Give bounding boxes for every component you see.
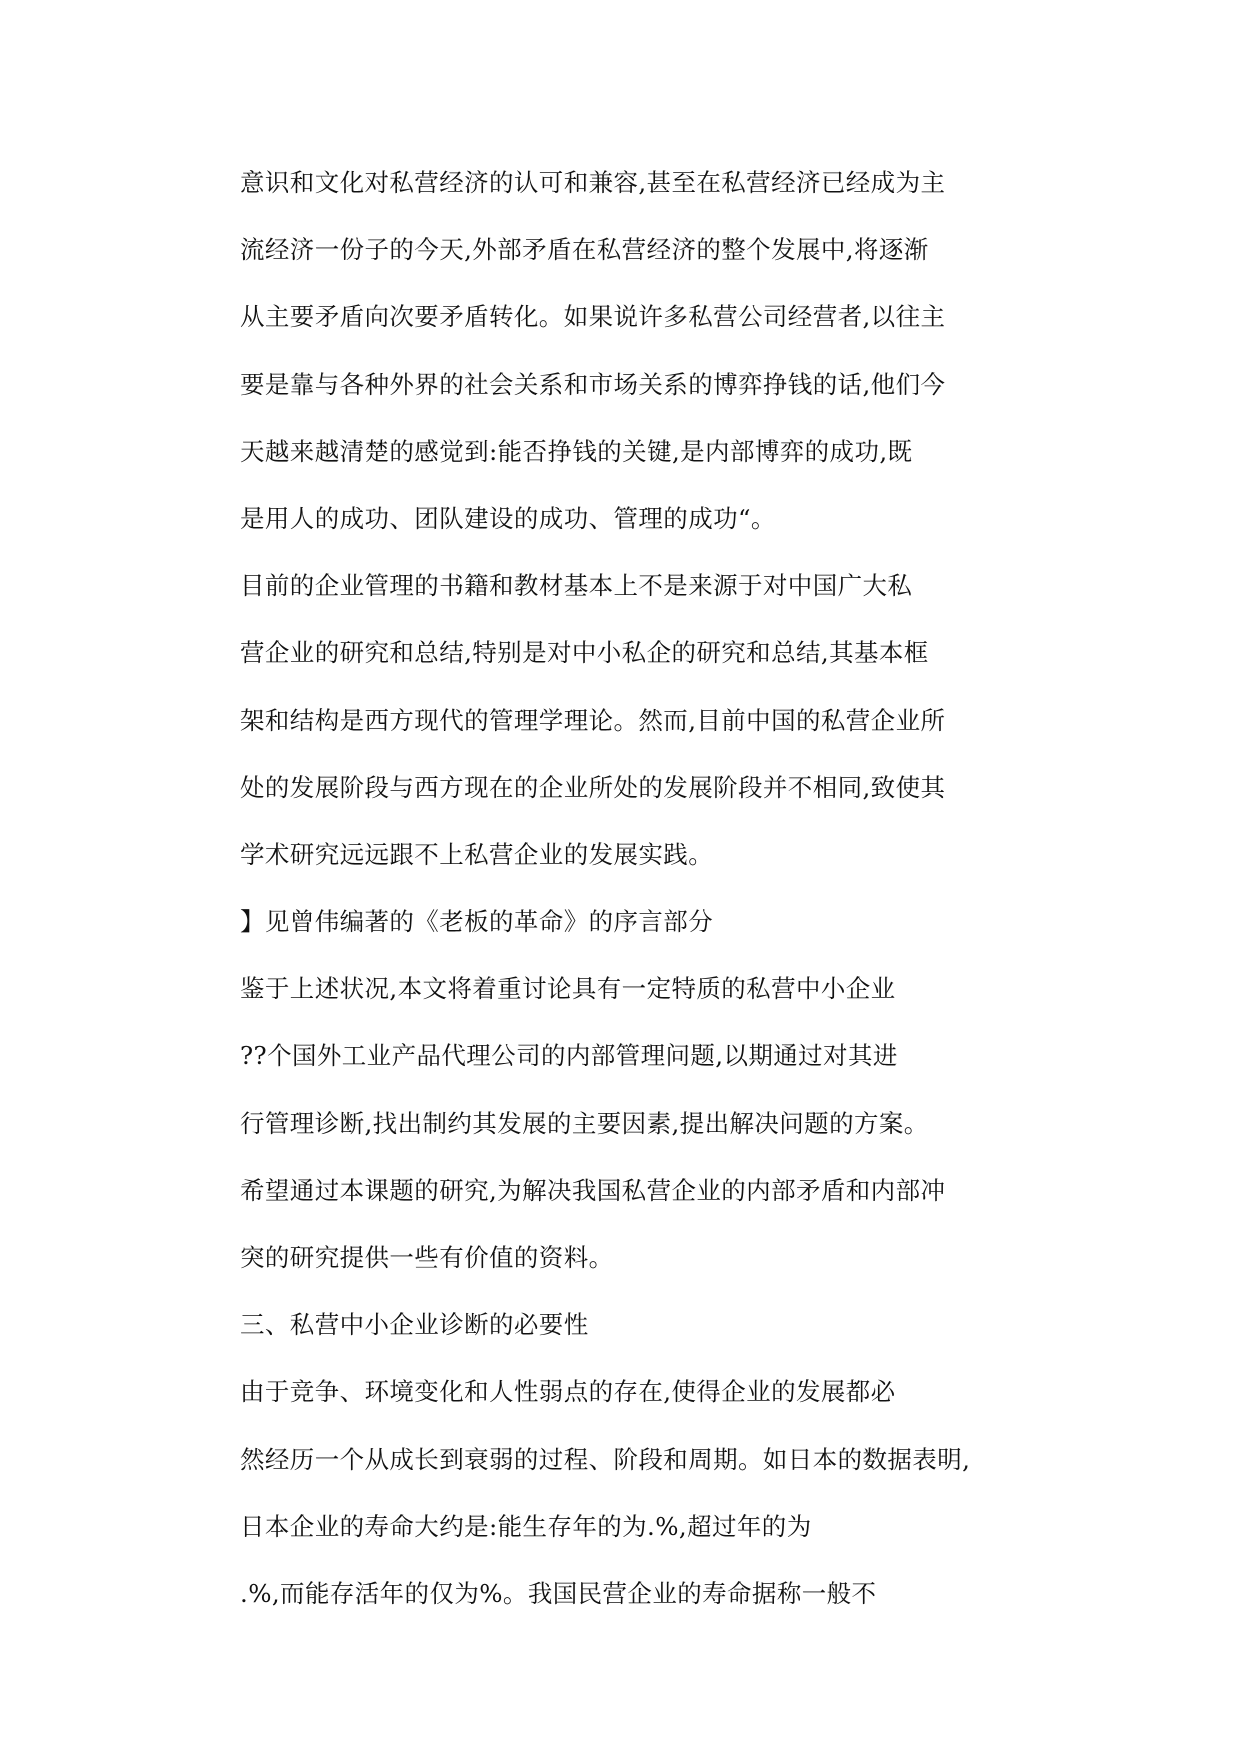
text-line: 天越来越清楚的感觉到:能否挣钱的关键,是内部博弈的成功,既 xyxy=(240,436,913,466)
text-line: 然经历一个从成长到衰弱的过程、阶段和周期。如日本的数据表明, xyxy=(240,1444,971,1474)
text-line: 是用人的成功、团队建设的成功、管理的成功“。 xyxy=(240,503,776,533)
section-heading: 三、私营中小企业诊断的必要性 xyxy=(240,1310,589,1340)
text-line: 日本企业的寿命大约是:能生存年的为.%,超过年的为 xyxy=(240,1511,812,1541)
text-line: 从主要矛盾向次要矛盾转化。如果说许多私营公司经营者,以往主 xyxy=(240,302,946,332)
text-line: 学术研究远远跟不上私营企业的发展实践。 xyxy=(240,839,714,869)
text-line: 意识和文化对私营经济的认可和兼容,甚至在私营经济已经成为主 xyxy=(240,168,946,197)
text-line: 营企业的研究和总结,特别是对中小私企的研究和总结,其基本框 xyxy=(240,638,929,668)
text-line: 由于竞争、环境变化和人性弱点的存在,使得企业的发展都必 xyxy=(240,1377,896,1407)
document-body xyxy=(240,166,1000,1644)
text-line: 行管理诊断,找出制约其发展的主要因素,提出解决问题的方案。 xyxy=(240,1108,929,1138)
text-line: 目前的企业管理的书籍和教材基本上不是来源于对中国广大私 xyxy=(240,571,913,601)
text-line: 要是靠与各种外界的社会关系和市场关系的博弈挣钱的话,他们今 xyxy=(240,369,946,399)
footnote-line: 】见曾伟编著的《老板的革命》的序言部分 xyxy=(240,907,714,937)
text-line: 流经济一份子的今天,外部矛盾在私营经济的整个发展中,将逐渐 xyxy=(240,235,929,265)
text-line: 希望通过本课题的研究,为解决我国私营企业的内部矛盾和内部冲 xyxy=(240,1175,946,1205)
text-line: 处的发展阶段与西方现在的企业所处的发展阶段并不相同,致使其 xyxy=(240,772,946,802)
text-line: 突的研究提供一些有价值的资料。 xyxy=(240,1243,614,1272)
text-line: 架和结构是西方现代的管理学理论。然而,目前中国的私营企业所 xyxy=(240,705,946,735)
text-line: .%,而能存活年的仅为%。我国民营企业的寿命据称一般不 xyxy=(240,1578,877,1608)
text-line: ??个国外工业产品代理公司的内部管理问题,以期通过对其进 xyxy=(240,1041,898,1071)
text-line: 鉴于上述状况,本文将着重讨论具有一定特质的私营中小企业 xyxy=(240,974,896,1004)
